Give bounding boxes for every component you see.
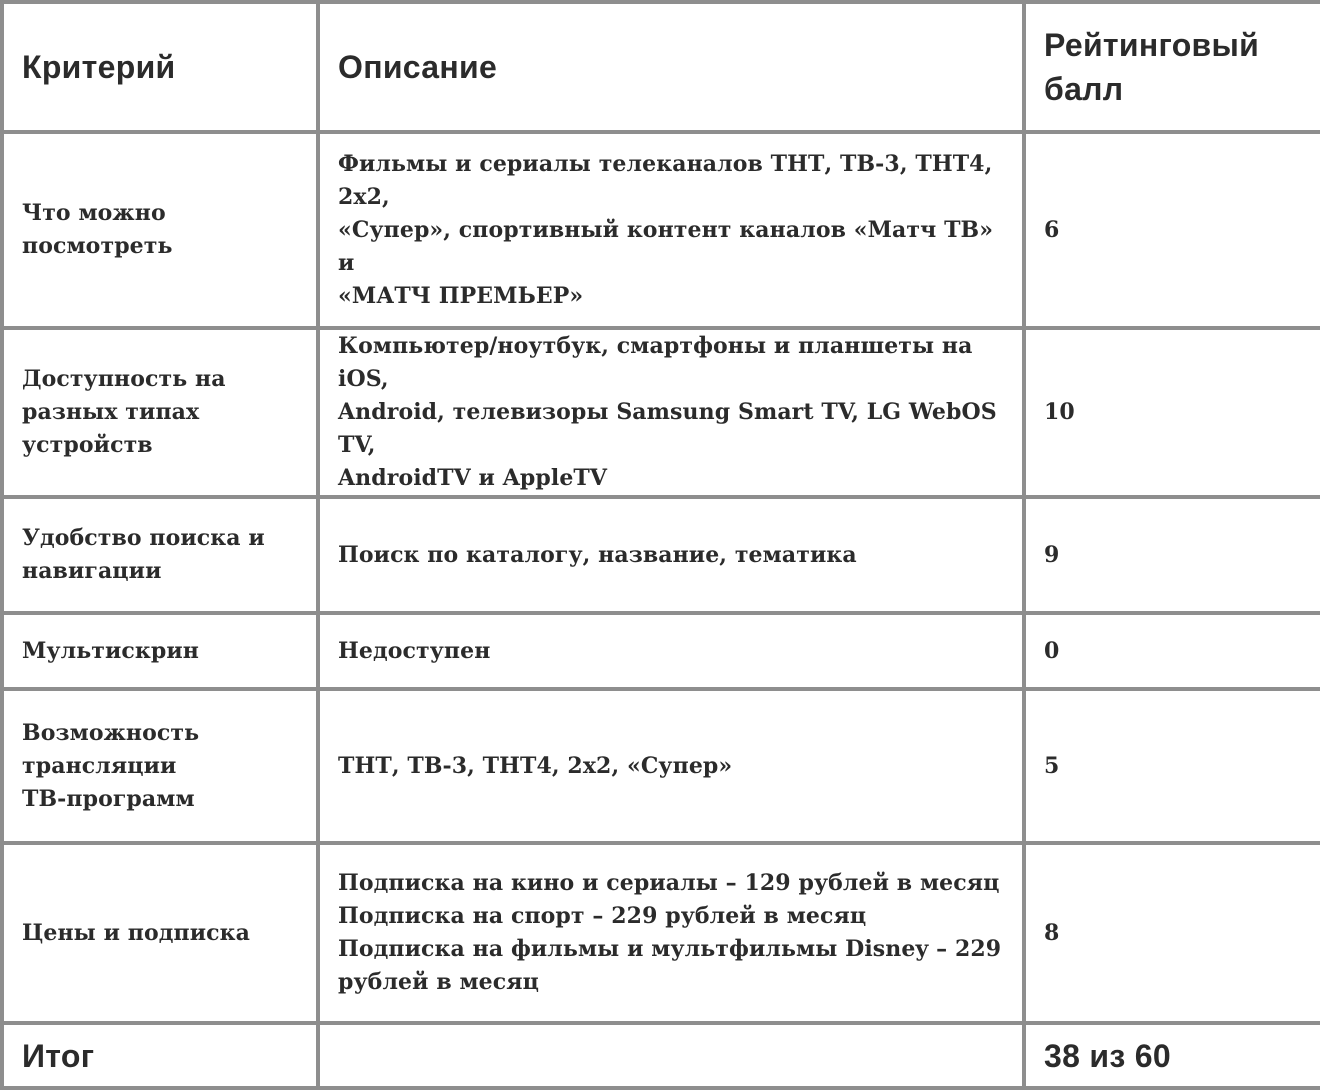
total-row: [2, 1023, 1320, 1088]
header-description: Описание: [318, 2, 1024, 132]
table-row: [2, 843, 1320, 1023]
header-criterion: Критерий: [2, 2, 318, 132]
table-row: [2, 132, 1320, 328]
row-description: ТНТ, ТВ-3, ТНТ4, 2х2, «Супер»: [318, 689, 1024, 843]
table-row: [2, 613, 1320, 689]
row-criterion: Возможность трансляции ТВ-программ: [2, 689, 318, 843]
row-description: Фильмы и сериалы телеканалов ТНТ, ТВ-3, ТНТ4, 2х2, «Супер», спортивный контент каналов «Матч ТВ» и «МАТЧ ПРЕМЬЕР»: [318, 132, 1024, 328]
total-label: Итог: [2, 1023, 318, 1088]
header-score: Рейтинговый балл: [1024, 2, 1320, 132]
row-description: Поиск по каталогу, название, тематика: [318, 497, 1024, 613]
total-description: [318, 1023, 1024, 1088]
table-header-row: [2, 2, 1320, 132]
table-row: [2, 328, 1320, 497]
row-score: 6: [1024, 132, 1320, 328]
row-criterion: Мультискрин: [2, 613, 318, 689]
row-description: Компьютер/ноутбук, смартфоны и планшеты на iOS, Android, телевизоры Samsung Smart TV, LG WebOS TV, AndroidTV и AppleTV: [318, 328, 1024, 497]
row-criterion: Удобство поиска и навигации: [2, 497, 318, 613]
table-row: [2, 497, 1320, 613]
total-score: 38 из 60: [1024, 1023, 1320, 1088]
row-score: 9: [1024, 497, 1320, 613]
row-criterion: Цены и подписка: [2, 843, 318, 1023]
row-score: 10: [1024, 328, 1320, 497]
row-score: 0: [1024, 613, 1320, 689]
row-score: 5: [1024, 689, 1320, 843]
row-score: 8: [1024, 843, 1320, 1023]
row-description: Недоступен: [318, 613, 1024, 689]
row-description: Подписка на кино и сериалы – 129 рублей в месяц Подписка на спорт – 229 рублей в месяц Подписка на фильмы и мультфильмы Disney – 229 рублей в месяц: [318, 843, 1024, 1023]
row-criterion: Что можно посмотреть: [2, 132, 318, 328]
table-row: [2, 689, 1320, 843]
row-criterion: Доступность на разных типах устройств: [2, 328, 318, 497]
